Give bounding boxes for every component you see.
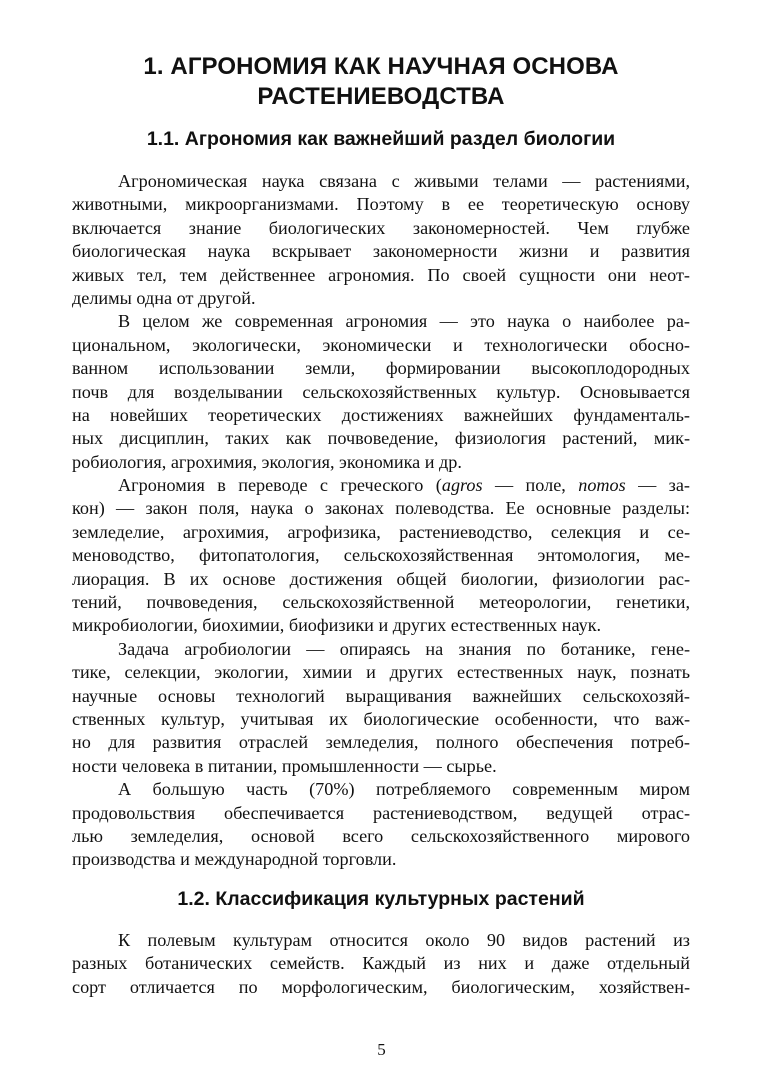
chapter-title-line-2: РАСТЕНИЕВОДСТВА (257, 83, 505, 110)
text-line: почв для возделывании сельскохозяйственных культур. Основывается (72, 381, 690, 402)
chapter-title-line-1: 1. АГРОНОМИЯ КАК НАУЧНАЯ ОСНОВА (143, 53, 619, 80)
text-line: но для развития отраслей земледелия, полного обеспечения потреб- (72, 732, 690, 753)
text-line: разных ботанических семейств. Каждый из них и даже отдельный (72, 953, 690, 974)
text-line: В целом же современная агрономия — это наука о наиболее ра- (118, 311, 690, 332)
text-line: робиология, агрохимия, экология, экономика и др. (72, 451, 462, 472)
chapter-title (72, 52, 690, 112)
text-line: тике, селекции, экологии, химии и других естественных наук, познать (72, 662, 690, 683)
text-line: тений, почвоведения, сельскохозяйственной метеорологии, генетики, (72, 592, 690, 613)
text-line: ванном использовании земли, формировании высокоплодородных (72, 358, 690, 379)
section-heading-1-2: 1.2. Классификация культурных растений (177, 887, 585, 910)
section-heading-1-1: 1.1. Агрономия как важнейший раздел биологии (146, 128, 616, 150)
text-line: живых тел, тем действеннее агрономия. По своей сущности они неот- (72, 264, 690, 285)
text-line: ности человека в питании, промышленности — сырье. (72, 755, 497, 776)
text-line: включается знание биологических закономерностей. Чем глубже (72, 217, 690, 238)
text-line: Задача агробиологии — опираясь на знания по ботанике, гене- (118, 638, 690, 659)
text-line: лью земледелия, основой всего сельскохозяйственного мирового (72, 825, 690, 846)
paragraph (72, 170, 690, 310)
text-line: земледелие, агрохимия, агрофизика, растениеводство, селекция и се- (72, 521, 690, 542)
text-line: научные основы технологий выращивания важнейших сельскохозяй- (72, 685, 690, 706)
text-line: Агрономия в переводе с греческого (agros — поле, nomos — за- (118, 475, 690, 496)
text-line: микробиологии, биохимии, биофизики и других естественных наук. (72, 615, 602, 636)
text-line: производства и международной торговли. (72, 849, 397, 870)
text-line: Агрономическая наука связана с живыми телами — растениями, (118, 171, 690, 191)
paragraph (72, 310, 690, 474)
text-line: лиорация. В их основе достижения общей биологии, физиологии рас- (72, 568, 690, 589)
book-page (72, 52, 690, 999)
italic-term: agros (441, 475, 483, 496)
text-line: биологическая наука вскрывает закономерности жизни и развития (72, 241, 690, 262)
paragraph (72, 929, 690, 999)
text-line: меноводство, фитопатология, сельскохозяйственная энтомология, ме- (72, 545, 690, 566)
text-line: циональном, экологически, экономически и технологически обосно- (72, 334, 690, 355)
paragraph (72, 778, 690, 872)
text-line: животными, микроорганизмами. Поэтому в ее теоретическую основу (72, 194, 690, 215)
italic-term: nomos (578, 475, 626, 496)
text-line: ственных культур, учитывая их биологические особенности, что важ- (72, 708, 690, 729)
text-line: ных дисциплин, таких как почвоведение, физиология растений, мик- (72, 428, 690, 449)
text-line: сорт отличается по морфологическим, биологическим, хозяйствен- (72, 976, 690, 997)
text-line: продовольствия обеспечивается растениеводством, ведущей отрас- (72, 802, 690, 823)
paragraph (72, 474, 690, 638)
text-line: А большую часть (70%) потребляемого современным миром (118, 779, 690, 800)
text-line: на новейших теоретических достижениях важнейших фундаменталь- (72, 404, 690, 425)
paragraph (72, 638, 690, 778)
text-line: кон) — закон поля, наука о законах полеводства. Ее основные разделы: (72, 498, 690, 519)
page-number: 5 (377, 1040, 386, 1059)
text-line: К полевым культурам относится около 90 видов растений из (118, 929, 690, 950)
text-line: делимы одна от другой. (72, 287, 256, 308)
